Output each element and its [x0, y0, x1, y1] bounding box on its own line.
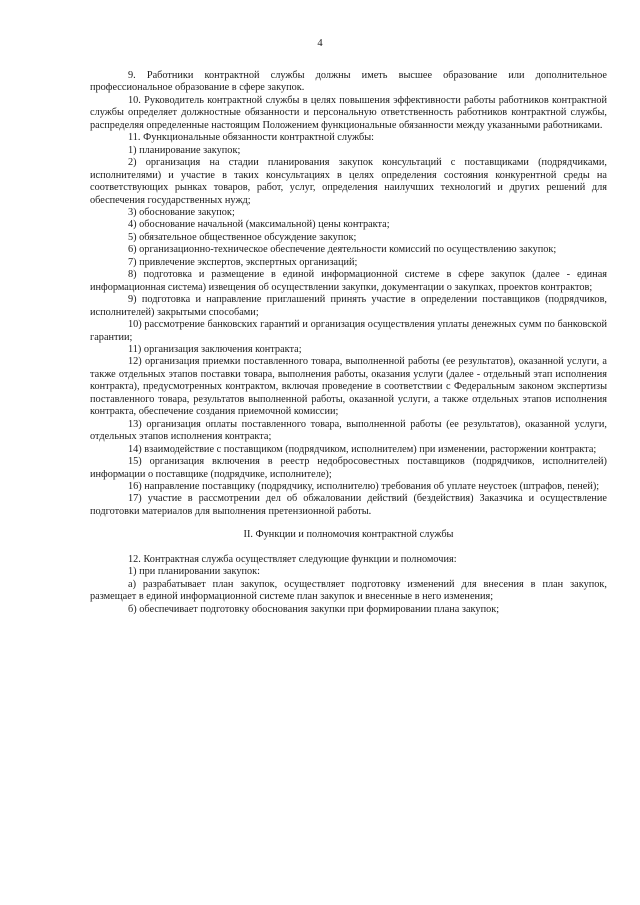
paragraph: 9) подготовка и направление приглашений принять участие в определении поставщиков (подрядчиков, исполнителей) закрытыми способами;: [90, 294, 607, 318]
paragraph: 3) обоснование закупок;: [128, 206, 235, 218]
paragraph: 11) организация заключения контракта;: [128, 343, 302, 355]
paragraph: а) разрабатывает план закупок, осуществляет подготовку изменений для внесения в план закупок, размещает в единой информационной системе план закупок и внесенные в него изменения;: [90, 578, 607, 603]
paragraph: 14) взаимодействие с поставщиком (подрядчиком, исполнителем) при изменении, расторжении контракта;: [128, 443, 597, 455]
section-heading: II. Функции и полномочия контрактной службы: [243, 529, 454, 541]
paragraph: 12) организация приемки поставленного товара, выполненной работы (ее результатов), оказанной услуги, а также отдельных этапов поставки товара, выполнения работы, оказания услуги (далее - отдельный этап исполнения контракта), предусмотренных контрактом, включая проведение в соответствии с Федеральным законом экспертизы поставленного товара, результатов выполненной работы, оказанной услуги, а также отдельных этапов исполнения контракта, обеспечение создания приемочной комиссии;: [90, 356, 607, 418]
paragraph: 13) организация оплаты поставленного товара, выполненной работы (ее результатов), оказанной услуги, отдельных этапов исполнения контракта;: [90, 418, 607, 443]
paragraph: 5) обязательное общественное обсуждение закупок;: [128, 231, 357, 243]
paragraph: 11. Функциональные обязанности контрактной службы:: [128, 132, 375, 144]
paragraph: 15) организация включения в реестр недобросовестных поставщиков (подрядчиков, исполнителей) информации о поставщике (подрядчике, исполнителе);: [90, 456, 607, 480]
paragraph: 1) при планировании закупок:: [128, 566, 260, 578]
paragraph: 6) организационно-техническое обеспечение деятельности комиссий по осуществлению закупок;: [128, 244, 557, 256]
paragraph: 10) рассмотрение банковских гарантий и организация осуществления уплаты денежных сумм по банковской гарантии;: [90, 319, 607, 343]
paragraph: 1) планирование закупок;: [128, 144, 241, 156]
paragraph: б) обеспечивает подготовку обоснования закупки при формировании плана закупок;: [128, 603, 500, 615]
paragraph: 9. Работники контрактной службы должны иметь высшее образование или дополнительное профессиональное образование в сфере закупок.: [90, 70, 607, 94]
paragraph: 10. Руководитель контрактной службы в целях повышения эффективности работы работников контрактной службы определяет должностные обязанности и персональную ответственность работников контрактной службы, распределяя определенные настоящим Положением функциональные обязанности между указанными работниками.: [90, 94, 607, 131]
paragraph: 17) участие в рассмотрении дел об обжаловании действий (бездействия) Заказчика и осуществление подготовки материалов для выполнения претензионной работы.: [90, 493, 607, 517]
page-number: 4: [317, 38, 323, 49]
paragraph: 8) подготовка и размещение в единой информационной системе в сфере закупок (далее - единая информационная система) извещения об осуществлении закупки, документации о закупках, проектов контрактов;: [90, 269, 607, 293]
document-body: [90, 70, 607, 616]
paragraph: 2) организация на стадии планирования закупок консультаций с поставщиками (подрядчиками, исполнителями) и участие в таких консультациях в целях определения состояния конкурентной среды на соответствующих рынках товаров, работ, услуг, определения наилучших технологий и других решений для обеспечения государственных нужд;: [90, 157, 607, 206]
paragraph: 7) привлечение экспертов, экспертных организаций;: [128, 256, 358, 268]
paragraph: 16) направление поставщику (подрядчику, исполнителю) требования об уплате неустоек (штрафов, пеней);: [128, 480, 600, 492]
paragraph: 12. Контрактная служба осуществляет следующие функции и полномочия:: [128, 553, 457, 565]
paragraph: 4) обоснование начальной (максимальной) цены контракта;: [128, 219, 390, 231]
